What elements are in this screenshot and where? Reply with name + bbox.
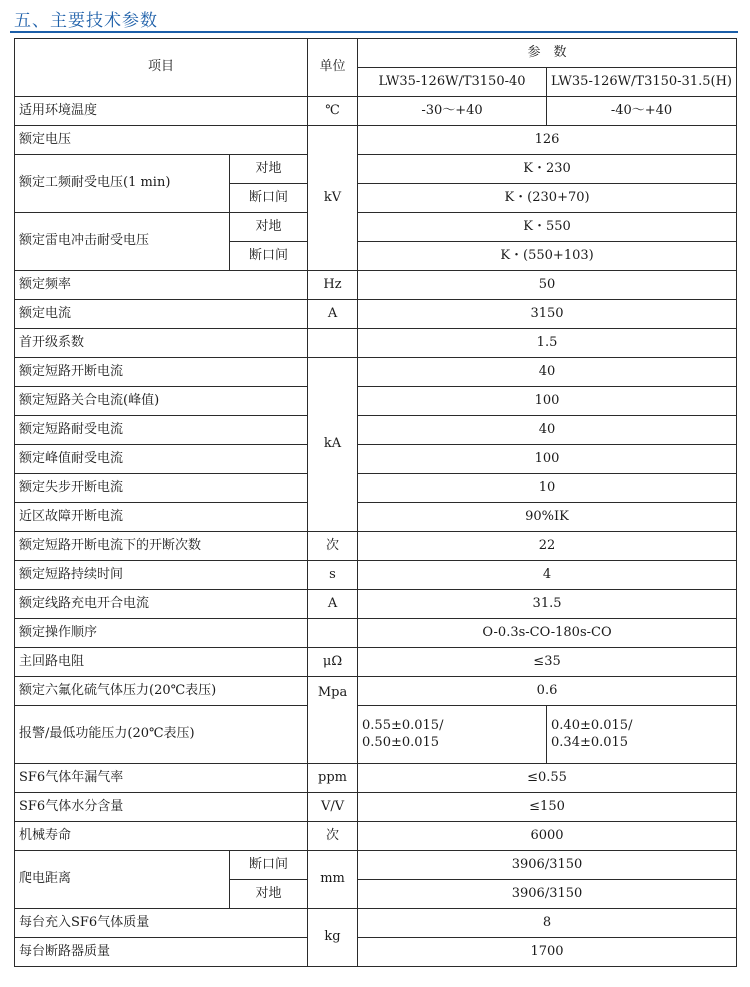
alarm-value-b1: 0.40±0.015/ [551,718,633,734]
row-name: 报警/最低功能压力(20℃表压) [15,706,308,764]
row-name: 每台充入SF6气体质量 [15,909,308,938]
row-unit: 次 [308,532,358,561]
row-name: 每台断路器质量 [15,938,308,967]
spec-table [14,38,737,967]
row-value: ≤35 [358,648,737,677]
table-row [15,358,737,387]
row-value: 90%IK [358,503,737,532]
unit-mpa: Mpa [308,677,358,764]
table-row [15,677,737,706]
header-item: 项目 [15,39,308,97]
row-name: 额定线路充电开合电流 [15,590,308,619]
heading-rule [10,31,738,33]
table-row [15,416,737,445]
table-row [15,561,737,590]
row-name: 额定操作顺序 [15,619,308,648]
row-value: 1.5 [358,329,737,358]
row-value: 40 [358,416,737,445]
row-value: K・(230+70) [358,184,737,213]
row-name: SF6气体年漏气率 [15,764,308,793]
header-model-b: LW35-126W/T3150-31.5(H) [547,68,737,97]
table-row [15,155,737,184]
row-name: 额定工频耐受电压(1 min) [15,155,230,213]
row-sub-label: 对地 [230,155,308,184]
header-model-a: LW35-126W/T3150-40 [358,68,547,97]
row-value: O-0.3s-CO-180s-CO [358,619,737,648]
row-name: SF6气体水分含量 [15,793,308,822]
table-row [15,97,737,126]
row-value: 4 [358,561,737,590]
table-row [15,648,737,677]
row-unit: ppm [308,764,358,793]
row-unit [308,329,358,358]
row-name: 额定失步开断电流 [15,474,308,503]
row-name: 首开级系数 [15,329,308,358]
table-row [15,300,737,329]
row-unit: V/V [308,793,358,822]
table-row [15,938,737,967]
table-row [15,706,737,764]
table-row [15,126,737,155]
row-unit: ℃ [308,97,358,126]
header-params: 参 数 [358,39,737,68]
table-row [15,793,737,822]
row-value: 8 [358,909,737,938]
unit-kv: kV [308,126,358,271]
row-value-b [547,706,737,764]
row-value: 10 [358,474,737,503]
unit-ka: kA [308,358,358,532]
row-name: 主回路电阻 [15,648,308,677]
row-sub-label: 对地 [230,213,308,242]
table-row [15,213,737,242]
alarm-value-a1: 0.55±0.015/ [362,718,444,734]
row-value: 40 [358,358,737,387]
row-value: 0.6 [358,677,737,706]
row-name: 额定电压 [15,126,308,155]
row-name: 额定短路耐受电流 [15,416,308,445]
row-value: 1700 [358,938,737,967]
row-unit: Hz [308,271,358,300]
row-sub-label: 断口间 [230,851,308,880]
row-unit: A [308,300,358,329]
row-name: 额定短路开断电流 [15,358,308,387]
row-value-a [358,706,547,764]
row-value: ≤150 [358,793,737,822]
alarm-value-b2: 0.34±0.015 [551,734,629,750]
row-value: 126 [358,126,737,155]
row-sub-label: 断口间 [230,184,308,213]
row-name: 额定短路开断电流下的开断次数 [15,532,308,561]
row-value: 22 [358,532,737,561]
row-name: 机械寿命 [15,822,308,851]
table-row [15,822,737,851]
row-name: 额定短路持续时间 [15,561,308,590]
row-name: 近区故障开断电流 [15,503,308,532]
table-row [15,909,737,938]
row-unit [308,619,358,648]
table-row [15,474,737,503]
section-heading: 五、主要技术参数 [14,11,158,31]
table-row [15,503,737,532]
row-value: K・550 [358,213,737,242]
table-row [15,532,737,561]
row-unit: A [308,590,358,619]
row-name: 额定短路关合电流(峰值) [15,387,308,416]
table-row [15,445,737,474]
row-value: K・230 [358,155,737,184]
row-value: 3906/3150 [358,851,737,880]
row-value: 100 [358,445,737,474]
row-name: 爬电距离 [15,851,230,909]
table-row [15,271,737,300]
row-name: 额定电流 [15,300,308,329]
row-value: 31.5 [358,590,737,619]
row-value: K・(550+103) [358,242,737,271]
row-value: 6000 [358,822,737,851]
row-name: 额定六氟化硫气体压力(20℃表压) [15,677,308,706]
unit-kg: kg [308,909,358,967]
row-unit: 次 [308,822,358,851]
row-sub-label: 对地 [230,880,308,909]
alarm-value-a2: 0.50±0.015 [362,734,440,750]
row-value-a: -30～+40 [358,97,547,126]
row-value: 50 [358,271,737,300]
table-row [15,619,737,648]
table-row [15,851,737,880]
row-value: 3906/3150 [358,880,737,909]
row-unit: μΩ [308,648,358,677]
table-row [15,590,737,619]
row-name: 额定雷电冲击耐受电压 [15,213,230,271]
row-name: 适用环境温度 [15,97,308,126]
header-unit: 单位 [308,39,358,97]
table-row [15,387,737,416]
row-value-b: -40～+40 [547,97,737,126]
row-unit: s [308,561,358,590]
row-name: 额定峰值耐受电流 [15,445,308,474]
row-sub-label: 断口间 [230,242,308,271]
table-row [15,329,737,358]
row-value: 100 [358,387,737,416]
row-name: 额定频率 [15,271,308,300]
table-row [15,764,737,793]
row-unit: mm [308,851,358,909]
row-value: ≤0.55 [358,764,737,793]
row-value: 3150 [358,300,737,329]
